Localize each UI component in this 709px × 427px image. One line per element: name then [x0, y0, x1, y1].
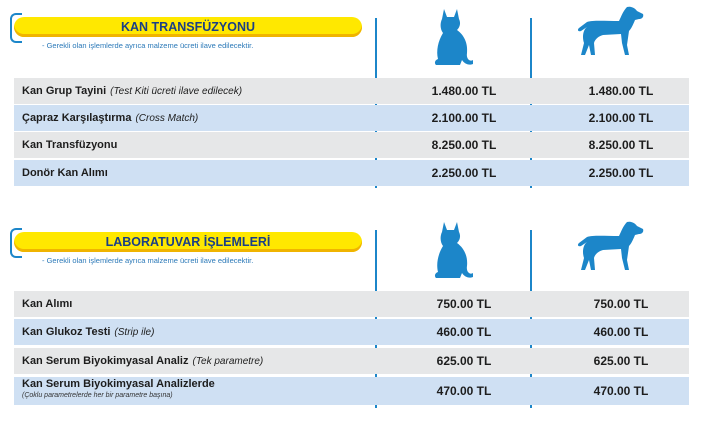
cat-price: 625.00 TL [436, 354, 492, 368]
table-row [14, 160, 689, 186]
table-row [14, 348, 689, 374]
row-label [22, 78, 242, 104]
section-title: KAN TRANSFÜZYONU [14, 17, 362, 37]
cat-price: 1.480.00 TL [431, 84, 497, 98]
row-note: (Strip ile) [114, 327, 155, 338]
table-row [14, 319, 689, 345]
section-note: - Gerekli olan işlemlerde ayrıca malzeme ücreti ilave edilecektir. [42, 41, 254, 50]
table-row [14, 132, 689, 158]
row-title: Kan Glukoz Testi [22, 326, 111, 338]
dog-price: 625.00 TL [593, 354, 649, 368]
cat-icon [430, 5, 474, 67]
row-title: Kan Serum Biyokimyasal Analiz [22, 355, 189, 367]
dog-icon [575, 220, 645, 272]
row-label [22, 348, 263, 374]
row-label [22, 291, 72, 317]
row-note: (Tek parametre) [192, 356, 264, 367]
table-row [14, 78, 689, 104]
dog-price: 1.480.00 TL [588, 84, 654, 98]
row-label [22, 160, 108, 186]
row-note: (Test Kiti ücreti ilave edilecek) [110, 86, 243, 97]
cat-price: 460.00 TL [436, 325, 492, 339]
row-label [22, 379, 215, 405]
table-row [14, 377, 689, 405]
dog-price: 2.100.00 TL [588, 111, 654, 125]
row-title: Kan Transfüzyonu [22, 139, 118, 151]
row-title: Kan Alımı [22, 298, 73, 310]
cat-icon [430, 218, 474, 280]
row-title: Kan Grup Tayini [22, 85, 107, 97]
row-note: (Çoklu parametrelerde her bir parametre başına) [22, 392, 173, 399]
cat-price: 8.250.00 TL [431, 138, 497, 152]
cat-price: 470.00 TL [436, 384, 492, 398]
row-title: Donör Kan Alımı [22, 167, 108, 179]
dog-price: 470.00 TL [593, 384, 649, 398]
cat-price: 2.100.00 TL [431, 111, 497, 125]
row-label [22, 319, 154, 345]
row-label [22, 105, 198, 131]
dog-icon [575, 5, 645, 57]
dog-price: 2.250.00 TL [588, 166, 654, 180]
section-title: LABORATUVAR İŞLEMLERİ [14, 232, 362, 252]
row-note: (Cross Match) [135, 113, 199, 124]
row-title: Çapraz Karşılaştırma [22, 112, 132, 124]
cat-price: 2.250.00 TL [431, 166, 497, 180]
table-row [14, 291, 689, 317]
row-title: Kan Serum Biyokimyasal Analizlerde [22, 378, 215, 390]
dog-price: 8.250.00 TL [588, 138, 654, 152]
dog-price: 750.00 TL [593, 297, 649, 311]
section-note: - Gerekli olan işlemlerde ayrıca malzeme ücreti ilave edilecektir. [42, 256, 254, 265]
row-label [22, 132, 117, 158]
dog-price: 460.00 TL [593, 325, 649, 339]
table-row [14, 105, 689, 131]
cat-price: 750.00 TL [436, 297, 492, 311]
